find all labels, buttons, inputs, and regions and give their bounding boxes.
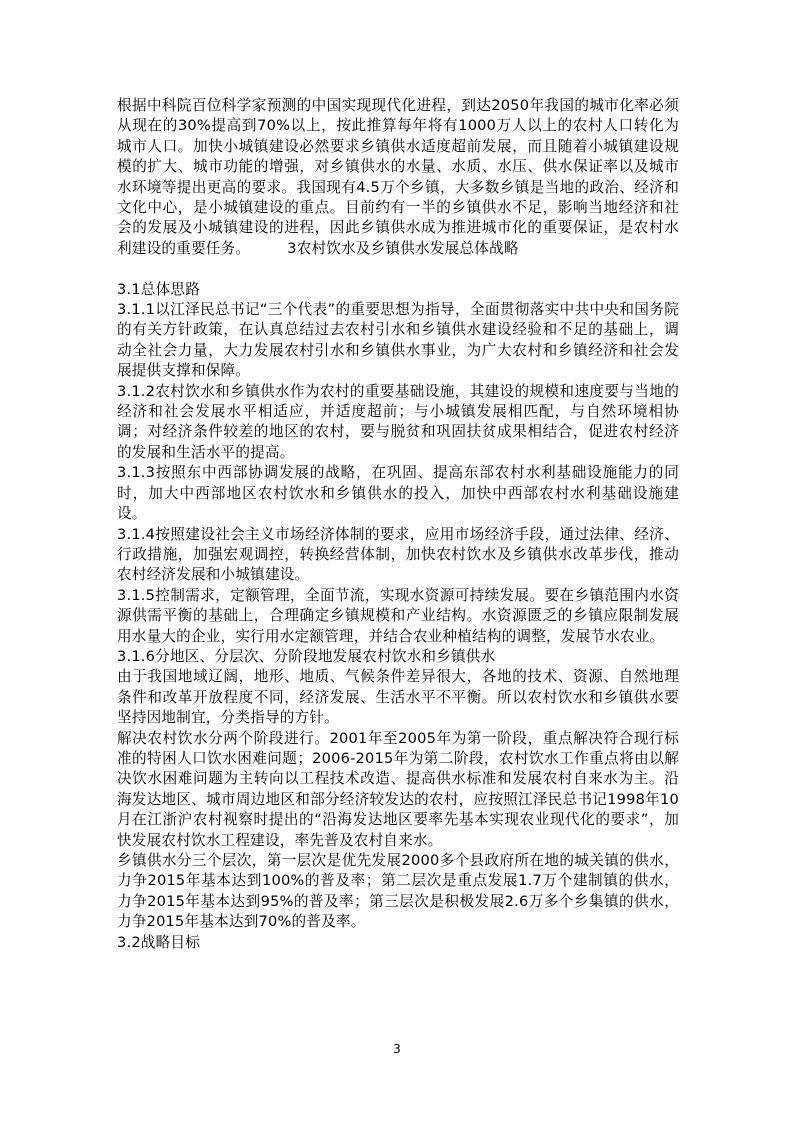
- paragraph-3-1-1: 3.1.1以江泽民总书记“三个代表”的重要思想为指导，全面贯彻落实中共中央和国务院的有关方针政策，在认真总结过去农村引水和乡镇供水建设经验和不足的基础上，调动全社会力量，大力发展农村引水和乡镇供水事业，为广大农村和乡镇经济和社会发展提供支撑和保障。: [117, 301, 679, 380]
- paragraph-3-1-4: 3.1.4按照建设社会主义市场经济体制的要求，应用市场经济手段，通过法律、经济、行政措施，加强宏观调控，转换经营体制，加快农村饮水及乡镇供水改革步伐，推动农村经济发展和小城镇建设。: [117, 525, 679, 584]
- paragraph-geography: 由于我国地域辽阔，地形、地质、气候条件差异很大，各地的技术、资源、自然地理条件和改革开放程度不同，经济发展、生活水平不平衡。所以农村饮水和乡镇供水要坚持因地制宜，分类指导的方针。: [117, 668, 679, 727]
- paragraph-3-1-3: 3.1.3按照东中西部协调发展的战略，在巩固、提高东部农村水利基础设施能力的同时，加大中西部地区农村饮水和乡镇供水的投入，加快中西部农村水利基础设施建设。: [117, 464, 679, 523]
- paragraph-urbanization: 根据中科院百位科学家预测的中国实现现代化进程，到达2050年我国的城市化率必须从现在的30%提高到70%以上，按此推算每年将有1000万人以上的农村人口转化为城市人口。加快小城镇建设必然要求乡镇供水适度超前发展，而且随着小城镇建设规模的扩大、城市功能的增强，对乡镇供水的水量、水质、水压、供水保证率以及城市水环境等提出更高的要求。我国现有4.5万个乡镇，大多数乡镇是当地的政治、经济和文化中心，是小城镇建设的重点。目前约有一半的乡镇供水不足，影响当地经济和社会的发展及小城镇建设的进程，因此乡镇供水成为推进城市化的重要保证，是农村水利建设的重要任务。 3农村饮水及乡镇供水发展总体战略: [117, 97, 679, 257]
- blank-line: [117, 259, 679, 279]
- paragraph-3-1-5: 3.1.5控制需求，定额管理，全面节流，实现水资源可持续发展。要在乡镇范围内水资源供需平衡的基础上，合理确定乡镇规模和产业结构。水资源匮乏的乡镇应限制发展用水量大的企业，实行用水定额管理，并结合农业种植结构的调整，发展节水农业。: [117, 586, 679, 645]
- page-number: 3: [393, 1042, 401, 1056]
- paragraph-three-levels: 乡镇供水分三个层次，第一层次是优先发展2000多个县政府所在地的城关镇的供水，力争2015年基本达到100%的普及率；第二层次是重点发展1.7万个建制镇的供水，力争2015年基本达到95%的普及率；第三层次是积极发展2.6万多个乡集镇的供水，力争2015年基本达到70%的普及率。: [117, 852, 679, 931]
- heading-3-2: 3.2战略目标: [117, 933, 200, 951]
- heading-3-1-6: 3.1.6分地区、分层次、分阶段地发展农村饮水和乡镇供水: [117, 647, 496, 665]
- paragraph-3-1-2: 3.1.2农村饮水和乡镇供水作为农村的重要基础设施，其建设的规模和速度要与当地的经济和社会发展水平相适应，并适度超前；与小城镇发展相匹配，与自然环境相协调；对经济条件较差的地区的农村，要与脱贫和巩固扶贫成果相结合，促进农村经济的发展和生活水平的提高。: [117, 382, 679, 461]
- document-body: [117, 96, 679, 953]
- paragraph-two-stages: 解决农村饮水分两个阶段进行。2001年至2005年为第一阶段，重点解决符合现行标准的特困人口饮水困难问题；2006-2015年为第二阶段，农村饮水工作重点将由以解决饮水困难问题为主转向以工程技术改造、提高供水标准和发展农村自来水为主。沿海发达地区、城市周边地区和部分经济较发达的农村，应按照江泽民总书记1998年10月在江浙沪农村视察时提出的“沿海发达地区要率先基本实现农业现代化的要求”，加快发展农村饮水工程建设，率先普及农村自来水。: [117, 729, 679, 849]
- heading-3-1: 3.1总体思路: [117, 280, 200, 298]
